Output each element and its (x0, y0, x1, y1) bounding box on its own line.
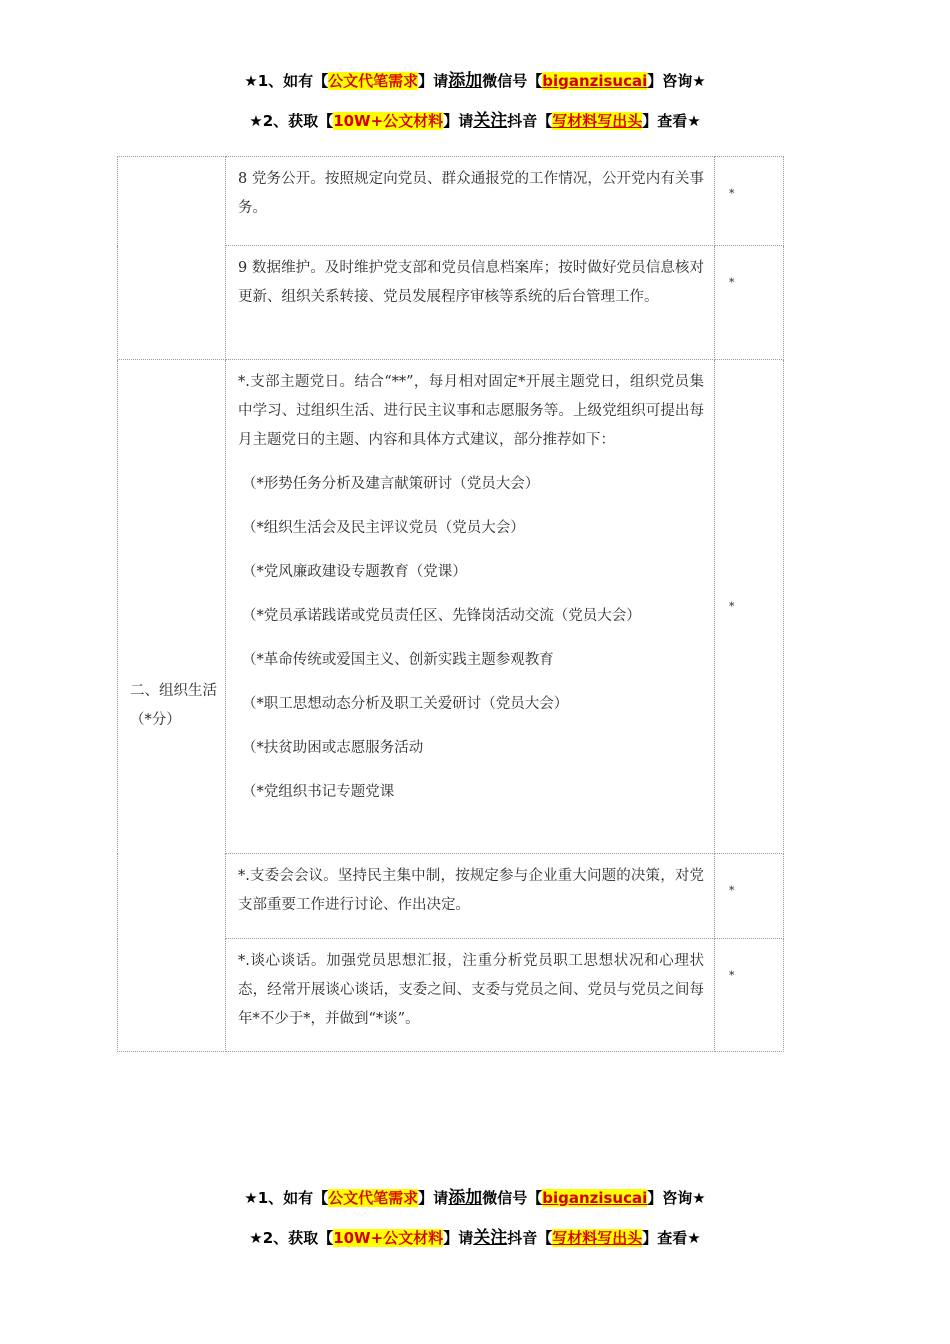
item-content: 8 党务公开。按照规定向党员、群众通报党的工作情况，公开党内有关事务。 (226, 157, 715, 246)
list-item: （*党组织书记专题党课 (242, 784, 395, 800)
highlight-service: 公文代笔需求 (328, 1189, 419, 1207)
table-row (118, 157, 784, 246)
item-content: *.支委会会议。坚持民主集中制，按规定参与企业重大问题的决策，对党支部重要工作进行讨论、作出决定。 (226, 854, 715, 939)
bottom-banner-line-1: ★1、如有【公文代笔需求】请添加微信号【biganzisucai】咨询★ (244, 1188, 706, 1208)
highlight-materials: 10W+公文材料 (333, 1229, 444, 1247)
item-content: *.谈心谈话。加强党员思想汇报，注重分析党员职工思想状况和心理状态，经常开展谈心谈话，支委之间、支委与党员之间、党员与党员之间每年*不少于*，并做到“*谈”。 (226, 939, 715, 1052)
highlight-service: 公文代笔需求 (328, 72, 419, 90)
item-score: * (715, 246, 784, 360)
list-item: （*扶贫助困或志愿服务活动 (242, 740, 424, 756)
item-content: 9 数据维护。及时维护党支部和党员信息档案库；按时做好党员信息核对更新、组织关系转接、党员发展程序审核等系统的后台管理工作。 (226, 246, 715, 360)
douyin-account[interactable]: 写材料写出头 (552, 1229, 643, 1247)
highlight-materials: 10W+公文材料 (333, 112, 444, 130)
category-cell-empty (118, 157, 226, 360)
list-item: （*党员承诺践诺或党员责任区、先锋岗活动交流（党员大会） (242, 608, 641, 624)
item-content-theme-day (226, 360, 715, 854)
item-score: * (715, 939, 784, 1052)
bottom-banner-line-2: ★2、获取【10W+公文材料】请关注抖音【写材料写出头】查看★ (249, 1228, 701, 1248)
item-score: * (715, 157, 784, 246)
list-item: （*党风廉政建设专题教育（党课） (242, 564, 467, 580)
item-intro: *.支部主题党日。结合“**”，每月相对固定*开展主题党日，组织党员集中学习、过组织生活、进行民主议事和志愿服务等。上级党组织可提出每月主题党日的主题、内容和具体方式建议，部分推荐如下： (238, 374, 704, 448)
list-item: （*形势任务分析及建言献策研讨（党员大会） (242, 476, 540, 492)
wechat-id[interactable]: biganzisucai (542, 72, 648, 90)
assessment-table (117, 156, 784, 1052)
list-item: （*职工思想动态分析及职工关爱研讨（党员大会） (242, 696, 569, 712)
item-score: * (715, 360, 784, 854)
item-score: * (715, 854, 784, 939)
douyin-account[interactable]: 写材料写出头 (552, 112, 643, 130)
top-banner-line-2: ★2、获取【10W+公文材料】请关注抖音【写材料写出头】查看★ (249, 111, 701, 131)
list-item: （*革命传统或爱国主义、创新实践主题参观教育 (242, 652, 554, 668)
top-banner-line-1: ★1、如有【公文代笔需求】请添加微信号【biganzisucai】咨询★ (244, 71, 706, 91)
category-cell: 二、组织生活（*分） (118, 360, 226, 1052)
wechat-id[interactable]: biganzisucai (542, 1189, 648, 1207)
list-item: （*组织生活会及民主评议党员（党员大会） (242, 520, 525, 536)
table-row (118, 360, 784, 854)
